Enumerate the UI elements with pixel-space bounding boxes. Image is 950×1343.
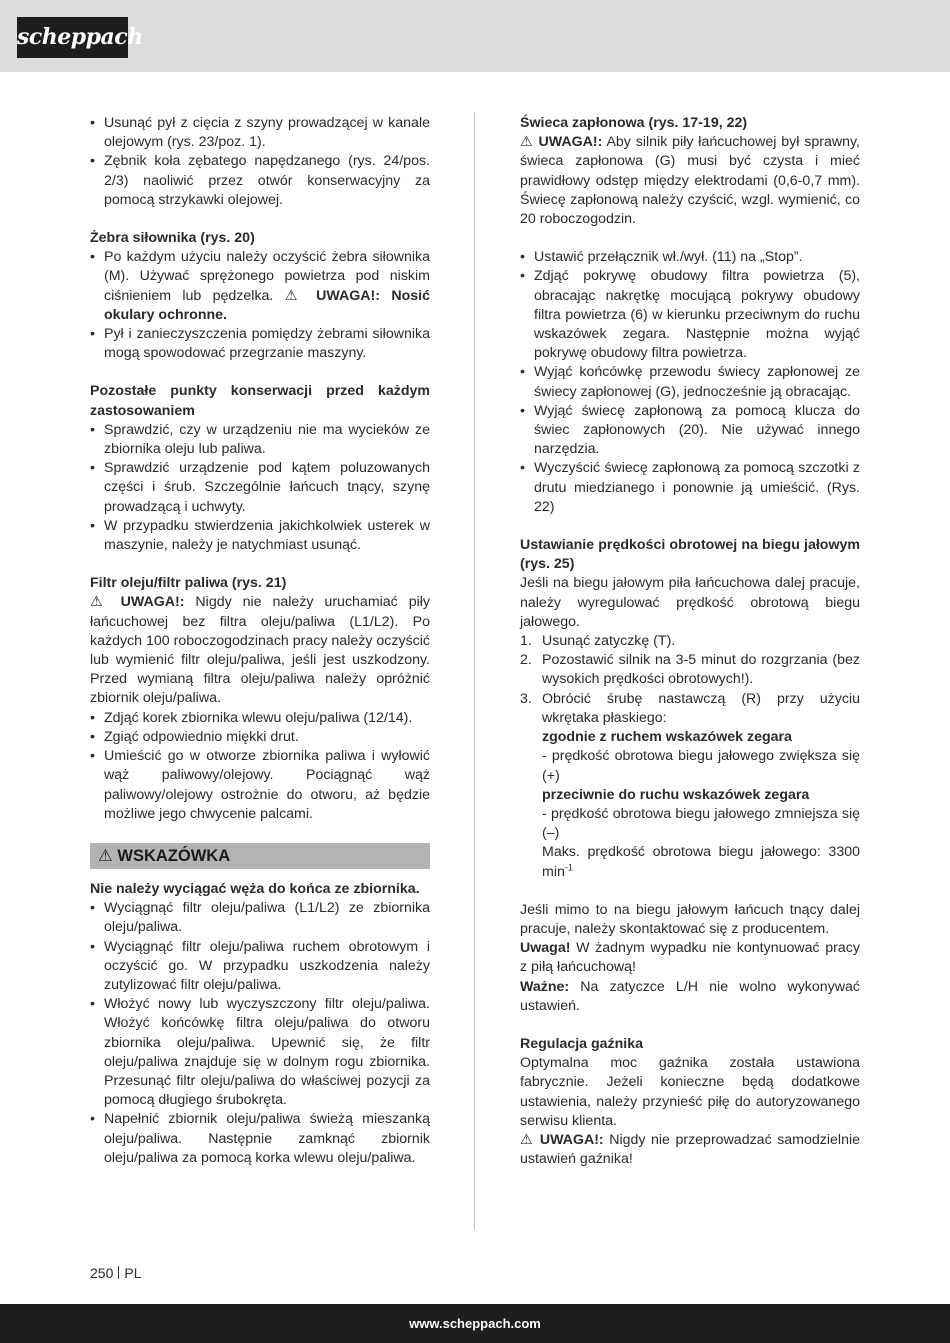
footer-separator — [118, 1266, 119, 1279]
note-banner: ⚠ WSKAZÓWKA — [90, 843, 430, 869]
warning-label: ⚠ UWAGA!: — [90, 594, 185, 611]
ribs-item-text: Po każdym użyciu należy oczyścić żebra siłownika (M). Używać sprężonego powietrza pod niskim ciśnieniem lub pędzelka. — [104, 249, 430, 304]
list-item — [520, 632, 860, 651]
ribs-list — [90, 248, 430, 363]
warning-goggles: ⚠ UWAGA!: Nosić okulary ochronne. — [104, 287, 430, 323]
step-text: Pozostawić silnik na 3-5 minut do rozgrzania (bez wysokich prędkości obrotowych!). — [542, 652, 860, 688]
list-item: • Zdjąć pokrywę obudowy filtra powietrza (5), obracając nakrętkę mocującą pokrywy obudowy filtra powietrza (6) w kierunku przeciwnym do ruchu wskazówek zegara. Następnie można wyjąć pokrywę obudowy filtra powietrza. — [520, 267, 860, 363]
list-item — [520, 690, 860, 728]
website-url: www.scheppach.com — [409, 1316, 541, 1331]
list-item: • Pył i zanieczyszczenia pomiędzy żebrami siłownika mogą spowodować przegrzanie maszyny. — [90, 325, 430, 363]
carburetor-warning — [520, 1131, 860, 1169]
note-title: Nie należy wyciągać węża do końca ze zbiornika. — [90, 880, 420, 897]
clockwise-label: zgodnie z ruchem wskazówek zegara — [542, 729, 792, 746]
list-item: • Umieścić go w otworze zbiornika paliwa i wyłowić wąż paliwowy/olejowy. Pociągnąć wąż paliwowy/olejowy ostrożnie do otworu, aż będzie możliwe jego chwycenie palcami. — [90, 747, 430, 824]
important-paragraph — [520, 978, 860, 1016]
section-title-ribs: Żebra siłownika (rys. 20) — [90, 230, 255, 247]
list-item: • Sprawdzić, czy w urządzeniu nie ma wycieków ze zbiornika oleju lub paliwa. — [90, 421, 430, 459]
idle-intro: Jeśli na biegu jałowym piła łańcuchowa dalej pracuje, należy wyregulować prędkość obrotową biegu jałowego. — [520, 575, 860, 630]
list-item: • Napełnić zbiornik oleju/paliwa świeżą mieszanką oleju/paliwa. Następnie zamknąć zbiornik oleju/paliwa za pomocą korka wlewu oleju/paliwa. — [90, 1110, 430, 1168]
list-item: • Włożyć nowy lub wyczyszczony filtr oleju/paliwa. Włożyć końcówkę filtra oleju/paliwa do otworu zbiornika oleju/paliwa. Upewnić się, że filtr oleju/paliwa znajduje się w dolnym rogu zbiornika. Przesunąć filtr oleju/paliwa do właściwej pozycji za pomocą długiego śrubokręta. — [90, 995, 430, 1110]
note-list — [90, 899, 430, 1168]
intro-list — [90, 114, 430, 210]
contact-text: Jeśli mimo to na biegu jałowym łańcuch tnący dalej pracuje, należy skontaktować się z producentem. — [520, 901, 860, 937]
caution-label: Uwaga! — [520, 940, 571, 957]
counterclockwise-label: przeciwnie do ruchu wskazówek zegara — [542, 786, 810, 803]
idle-steps — [520, 632, 860, 728]
filter-text: Nigdy nie należy uruchamiać piły łańcuchowej bez filtra oleju/paliwa (L1/L2). Po każdych 100 roboczogodzinach pracy należy oczyścić lub wymienić filtr oleju/paliwa, jeśli jest uszkodzony. Przed wymianą filtra oleju/paliwa należy opróżnić zbiornik oleju/paliwa. — [90, 594, 430, 707]
page-number: 250 — [90, 1265, 114, 1281]
step-number: 2. — [520, 652, 532, 669]
section-title-filter: Filtr oleju/filtr paliwa (rys. 21) — [90, 575, 287, 592]
warning-label: ⚠ UWAGA!: — [520, 134, 603, 151]
list-item: • Wyciągnąć filtr oleju/paliwa ruchem obrotowym i oczyścić go. W przypadku uszkodzenia należy zutylizować filtr oleju/paliwa. — [90, 938, 430, 996]
section-title-spark-plug: Świeca zapłonowa (rys. 17-19, 22) — [520, 115, 748, 131]
list-item: • Wyjąć świecę zapłonową za pomocą klucza do świec zapłonowych (20). Nie używać innego narzędzia. — [520, 402, 860, 460]
list-item: • Sprawdzić urządzenie pod kątem poluzowanych części i śrub. Szczególnie łańcuch tnący, szynę prowadzącą i uchwyty. — [90, 459, 430, 517]
list-item: • Zębnik koła zębatego napędzanego (rys. 24/pos. 2/3) naoliwić przez otwór konserwacyjny za pomocą strzykawki olejowej. — [90, 152, 430, 210]
list-item — [90, 248, 430, 325]
left-column — [90, 114, 430, 1168]
important-text: Na zatyczce L/H nie wolno wykonywać ustawień. — [520, 978, 860, 1014]
page-footer — [90, 1265, 141, 1281]
filter-list — [90, 709, 430, 824]
step-text: Usunąć zatyczkę (T). — [542, 633, 676, 650]
list-item: • Zgiąć odpowiednio miękki drut. — [90, 728, 430, 747]
list-item: • Wyciągnąć filtr oleju/paliwa (L1/L2) ze zbiornika oleju/paliwa. — [90, 899, 430, 937]
column-divider — [474, 112, 475, 1230]
right-column — [520, 114, 860, 1169]
list-item: • Zdjąć korek zbiornika wlewu oleju/paliwa (12/14). — [90, 709, 430, 728]
step-text: Obrócić śrubę nastawczą (R) przy użyciu wkrętaka płaskiego: — [542, 690, 860, 726]
counterclockwise-text: - prędkość obrotowa biegu jałowego zmniejsza się (–) — [542, 805, 860, 842]
caution-paragraph — [520, 939, 860, 977]
spark-list — [520, 248, 860, 517]
carburetor-warning-text: Nigdy nie przeprowadzać samodzielnie ustawień gaźnika! — [520, 1131, 860, 1168]
list-item: • Wyjąć końcówkę przewodu świecy zapłonowej ze świecy zapłonowej (G), jednocześnie ją obracając. — [520, 363, 860, 401]
list-item: • Wyczyścić świecę zapłonową za pomocą szczotki z drutu miedzianego i ponownie ją umieścić. (Rys. 22) — [520, 459, 860, 517]
maintenance-list — [90, 421, 430, 555]
section-title-carburetor: Regulacja gaźnika — [520, 1035, 644, 1052]
list-item — [520, 651, 860, 689]
caution-text: W żadnym wypadku nie kontynuować pracy z piłą łańcuchową! — [520, 940, 860, 976]
list-item: • Ustawić przełącznik wł./wył. (11) na „Stop”. — [520, 248, 860, 267]
language-code: PL — [124, 1265, 142, 1281]
list-item: • Usunąć pył z cięcia z szyny prowadzącej w kanale olejowym (rys. 23/poz. 1). — [90, 114, 430, 152]
footer-bar — [0, 1304, 950, 1343]
spark-paragraph — [520, 133, 860, 229]
spark-text: Aby silnik piły łańcuchowej był sprawny, świeca zapłonowa (G) musi być czysta i mieć prawidłowy odstęp między elektrodami (0,6-0,7 mm). Świecę zapłonową należy czyścić, wzgl. wymienić, co 20 roboczogodzin. — [520, 134, 860, 228]
important-label: Ważne: — [520, 978, 570, 995]
step-number: 3. — [520, 690, 532, 707]
scheppach-logo: scheppach — [17, 17, 128, 58]
max-idle-speed — [520, 843, 860, 881]
section-title-idle: Ustawianie prędkości obrotowej na biegu jałowym (rys. 25) — [520, 537, 860, 573]
carburetor-text: Optymalna moc gaźnika została ustawiona fabrycznie. Jeżeli konieczne będą dodatkowe ustawienia, należy przynieść piłę do autoryzowanego serwisu klienta. — [520, 1055, 860, 1129]
step-number: 1. — [520, 633, 532, 650]
max-idle-exponent: -1 — [564, 861, 573, 872]
list-item: • W przypadku stwierdzenia jakichkolwiek usterek w maszynie, należy je natychmiast usunąć. — [90, 517, 430, 555]
clockwise-text: - prędkość obrotowa biegu jałowego zwiększa się (+) — [542, 748, 860, 784]
max-idle-text: Maks. prędkość obrotowa biegu jałowego: 3300 min — [542, 844, 860, 880]
section-title-maintenance: Pozostałe punkty konserwacji przed każdym zastosowaniem — [90, 383, 430, 419]
header-bar — [0, 0, 950, 72]
filter-paragraph — [90, 593, 430, 708]
warning-label: ⚠ UWAGA!: — [520, 1131, 604, 1148]
